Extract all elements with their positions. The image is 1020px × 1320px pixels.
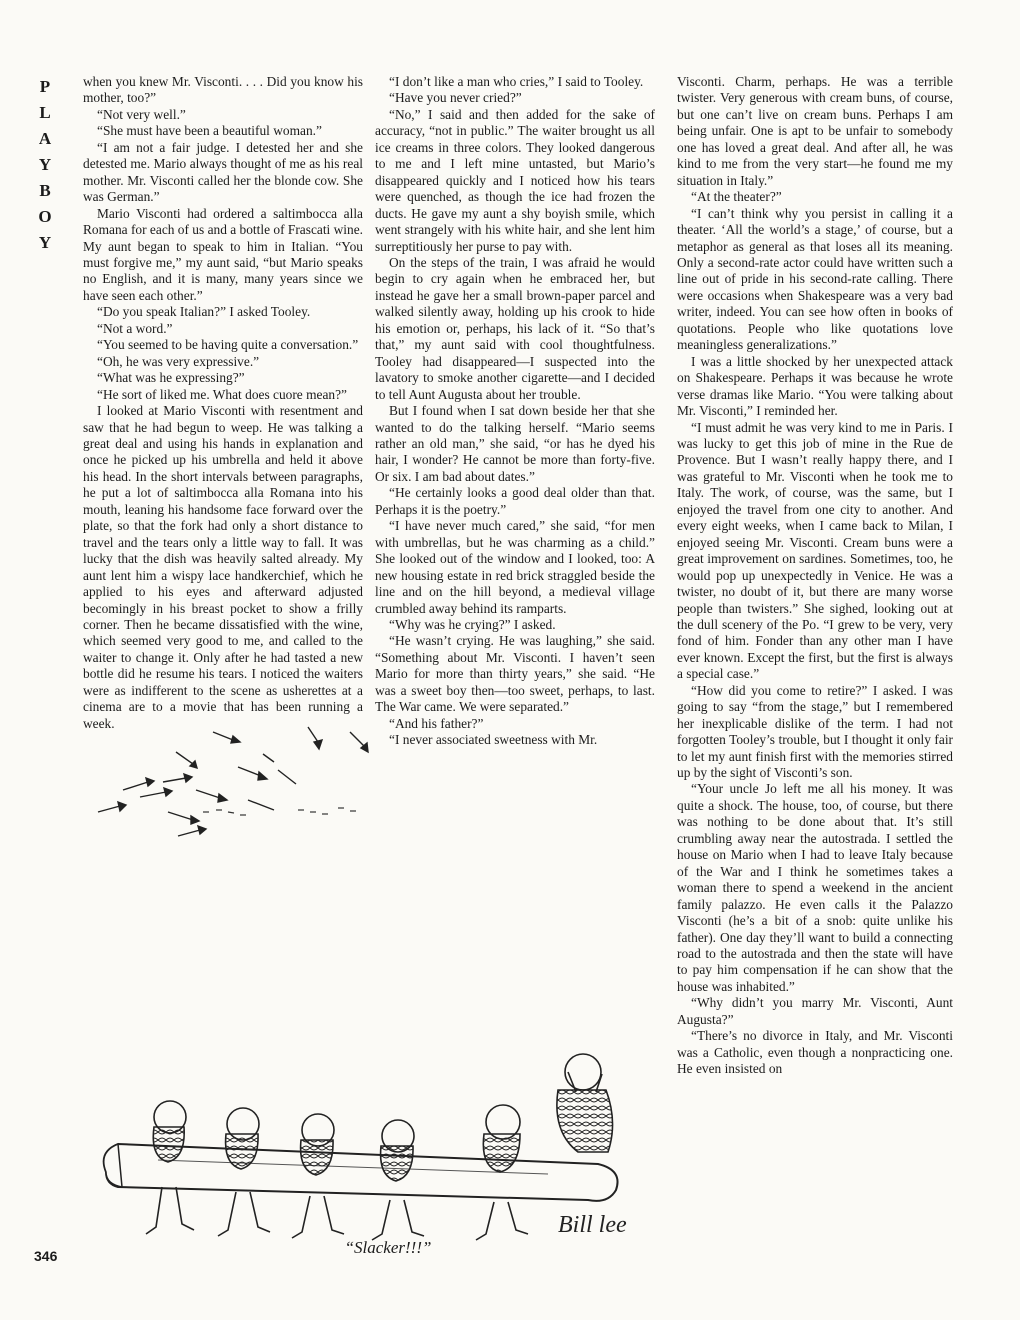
text-column-3: [677, 74, 953, 1274]
slacker-knight: [557, 1054, 613, 1152]
paragraph: “I never associated sweetness with Mr.: [389, 732, 598, 748]
motion-dashes: [203, 808, 356, 815]
page-number: 346: [34, 1248, 58, 1264]
paragraph: “I am not a fair judge. I detested her and she detested me. Mario always thought of me as his real mother. Mr. Visconti called her the blonde cow. She was German.”: [83, 139, 363, 205]
paragraph: “He certainly looks a good deal older than that. Perhaps it is the poetry.”: [375, 485, 655, 517]
brand-letter: P: [39, 77, 51, 96]
paragraph: Mario Visconti had ordered a saltimbocca alla Romana for each of us and a bottle of Frascati wine. My aunt began to speak to him in Italian. “You must forgive me,” my aunt said, “but Mario speaks no English, and it is many, many years since we have seen each other.”: [83, 205, 363, 303]
paragraph: “I can’t think why you persist in calling it a theater. ‘All the world’s a stage,’ of course, but a metaphor as general as that loses all its meaning. Only a second-rate actor could have written such a line out of pride in his second-rate calling. There were occasions when Shakespeare was a very bad writer, indeed. You can see how often in books of quotations. People who like quotations love meaningless generalizations.”: [677, 205, 953, 353]
brand-letter: Y: [38, 155, 52, 174]
paragraph: “Why was he crying?” I asked.: [389, 616, 556, 632]
flying-arrows: [98, 727, 368, 836]
paragraph: “I have never much cared,” she said, “for men with umbrellas, but he was charming as a child.” She looked out of the window and I looked, too: A new housing estate in red brick straggled beside the line and on the hill beyond, a medieval village crumbled away behind its ramparts.: [375, 518, 655, 616]
knights: [146, 1054, 613, 1240]
paragraph: “Your uncle Jo left me all his money. It was quite a shock. The house, too, of course, but there was nothing to be done about that. It’s still crumbling away near the autostrada. I settled the house on Mario when I had to leave Italy because of the War and I think he sometimes takes a woman there to spend a weekend in the ancient family palazzo. He even calls it the Palazzo Visconti (he’s a bit of a snob: quite unlike his father). One day they’ll want to build a connecting road to the autostrada and then the state will have to pay him compensation if he can show that the house was inhabited.”: [677, 781, 953, 994]
paragraph: “No,” I said and then added for the sake of accuracy, “not in public.” The waiter brought us all ice creams in three colors. They looked dangerous to me and I left mine untasted, but Mario’s disappeared quickly and I noticed how his tears were quenched, as though the ice had frozen the ducts. He gave my aunt a shy boyish smile, which went strangely with his white hair, and she lent him surreptitiously her purse to pay with.: [375, 106, 655, 254]
brand-letter: L: [39, 103, 51, 122]
magazine-brand-vertical: [33, 74, 57, 256]
text-column-2: [375, 74, 655, 749]
cartoon-caption: “Slacker!!!”: [344, 1238, 432, 1257]
paragraph: “And his father?”: [389, 715, 484, 731]
paragraph: “There’s no divorce in Italy, and Mr. Visconti was a Catholic, even though a nonpracticing one. He even insisted on: [677, 1028, 953, 1077]
paragraph: Visconti. Charm, perhaps. He was a terrible twister. Very generous with cream buns, of course, but one can’t live on cream buns. Perhaps I am being unfair. One is apt to be unfair to somebody one has loved a great deal. And after all, he was kind to me from the very start—he found me my situation in Italy.”: [677, 74, 953, 188]
paragraph: “Not very well.”: [97, 106, 186, 122]
paragraph: “What was he expressing?”: [97, 370, 245, 386]
paragraph: “Not a word.”: [97, 320, 173, 336]
brand-letter: A: [38, 129, 52, 148]
paragraph: “You seemed to be having quite a conversation.”: [97, 337, 359, 353]
paragraph: “I must admit he was very kind to me in Paris. I was lucky to get this job of mine in the Rue de Provence. But I wasn’t really happy there, and I was grateful to Mr. Visconti when he took me to Italy. The work, of course, was the same, but I enjoyed the travel from one city to another. And every eight weeks, when I came back to Milan, I enjoyed seeing Mr. Visconti. Cream buns were a great improvement on sardines. Sometimes, too, he would pop up unexpectedly in Venice. He was a twister, no doubt of it, but there are many worse people than twisters.” She sighed, looking out at the dull scenery of the Po. “I grew to be very, very fond of him. Fonder than any other man I have ever known. Except the first, but the first is always a special case.”: [677, 419, 953, 682]
paragraph: I was a little shocked by her unexpected attack on Shakespeare. Perhaps it was because he wrote verse dramas like Mario. “You were talking about Mr. Visconti,” I reminded her.: [677, 353, 953, 419]
paragraph: “He wasn’t crying. He was laughing,” she said. “Something about Mr. Visconti. I haven’t seen Mario for more than thirty years,” she said. “He was a sweet boy then—too sweet, perhaps, to last. The War came. We were separated.”: [375, 633, 655, 715]
cartoon-illustration: [78, 712, 668, 1267]
brand-letter: B: [39, 181, 51, 200]
text-column-1: [83, 74, 363, 732]
paragraph: “She must have been a beautiful woman.”: [97, 123, 322, 139]
artist-signature: Bill lee: [558, 1212, 627, 1238]
brand-letter: Y: [38, 233, 52, 252]
paragraph: “He sort of liked me. What does cuore mean?”: [97, 386, 347, 402]
paragraph: But I found when I sat down beside her that she wanted to do the talking herself. “Mario seems rather an old man,” she said, “or has he dyed his hair, I wonder? He cannot be more than forty-five. Or six. I am bad about dates.”: [375, 403, 655, 484]
paragraph: I looked at Mario Visconti with resentment and saw that he had begun to weep. He was talking a great deal and using his hands in explanation and once he picked up his umbrella and held it above his head. In the short intervals between paragraphs, he put a lot of saltimbocca alla Romana into his mouth, leaning his handsome face forward over the plate, so that the fork had only a short distance to travel and the tears only a little way to fall. It was lucky that the dish was heavily salted already. My aunt lent him a wispy lace handkerchief, which he applied to his eyes and afterward adjusted becomingly in his breast pocket to show a frilly corner. Then he became dissatisfied with the wine, which seemed very good to me, and called to the waiter to change it. Only after he had tasted a new bottle did he resume his tears. I noticed the waiters were as indifferent to the scene as usherettes at a cinema are to a movie that has been running a week.: [83, 403, 363, 731]
paragraph: “Do you speak Italian?” I asked Tooley.: [97, 304, 311, 320]
paragraph: “Why didn’t you marry Mr. Visconti, Aunt Augusta?”: [677, 995, 953, 1027]
paragraph: “Oh, he was very expressive.”: [97, 353, 260, 369]
brand-letter: O: [38, 207, 52, 226]
paragraph: On the steps of the train, I was afraid he would begin to cry again when he embraced her, but instead he gave her a small brown-paper parcel and walked silently away, holding up his crook to hide his emotion or, perhaps, his lack of it. “So that’s that,” my aunt said with cool thoughtfulness. Tooley had disappeared—I suspected into the lavatory to smoke another cigarette—and I decided to tell Aunt Augusta about her trouble.: [375, 254, 655, 402]
paragraph: when you knew Mr. Visconti. . . . Did you know his mother, too?”: [83, 74, 363, 106]
paragraph: “Have you never cried?”: [389, 90, 522, 106]
paragraph: “At the theater?”: [691, 189, 782, 205]
paragraph: “I don’t like a man who cries,” I said to Tooley.: [389, 74, 644, 89]
paragraph: “How did you come to retire?” I asked. I was going to say “from the stage,” but I remembered her inexplicable dislike of the term. I had not forgotten Tooley’s trouble, but I thought it only fair to let my aunt finish first with the memories stirred up by the sight of Visconti’s son.: [677, 682, 953, 781]
